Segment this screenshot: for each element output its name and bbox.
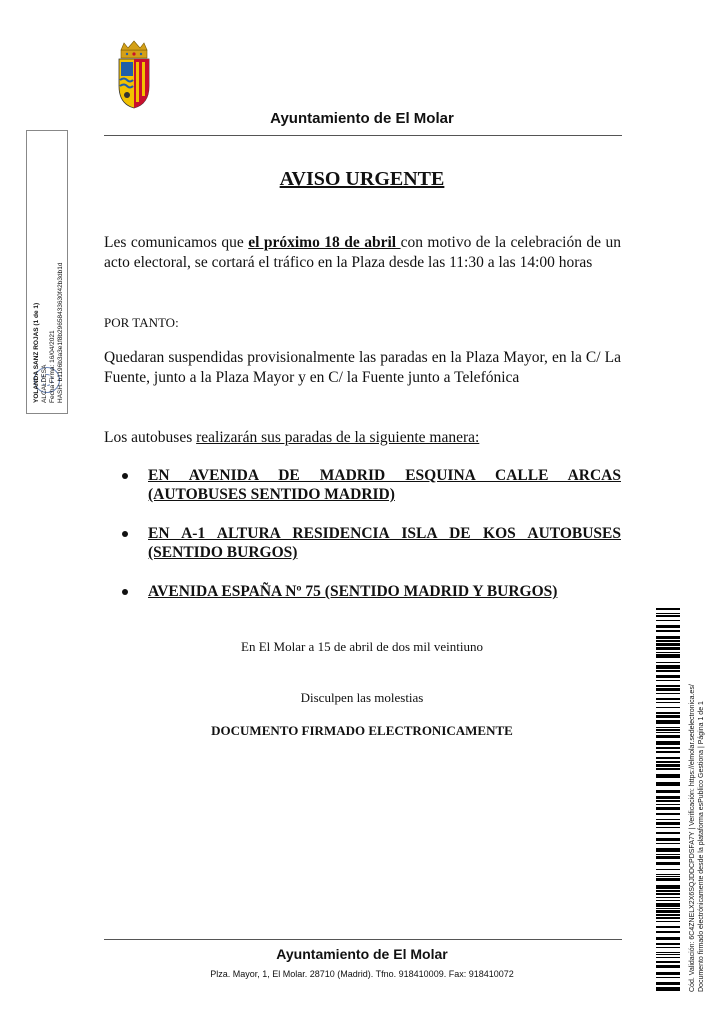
signer-role: ALCALDESA xyxy=(41,364,48,403)
paragraph-new-stops-intro xyxy=(104,428,621,448)
barcode-icon xyxy=(656,608,680,992)
paragraph-suspended-stops: Quedaran suspendidas provisionalmente las paradas en la Plaza Mayor, en la C/ La Fuente, junto a la Plaza Mayor y en C/ la Fuente junto a Telefónica xyxy=(104,349,621,386)
por-tanto-label: POR TANTO: xyxy=(104,315,179,330)
stop-text: EN AVENIDA DE MADRID ESQUINA CALLE ARCAS (AUTOBUSES SENTIDO MADRID) xyxy=(148,467,621,503)
p1-after: con motivo de la celebración de un acto electoral, se cortará el tráfico en la Plaza desde las 11:30 a las 14:00 horas xyxy=(104,234,621,271)
header-divider xyxy=(104,135,622,136)
date-line: En El Molar a 15 de abril de dos mil veintiuno xyxy=(241,639,483,654)
p1-date: el próximo 18 de abril xyxy=(248,234,401,251)
list-item xyxy=(104,466,621,504)
notice-title: AVISO URGENTE xyxy=(279,168,445,190)
verification-platform: Documento firmado electrónicamente desde la plataforma esPublico Gestiona | Página 1 de 1 xyxy=(698,701,705,992)
p1-before: Les comunicamos que xyxy=(104,234,249,251)
paragraph-announcement xyxy=(104,233,621,273)
verification-text xyxy=(688,632,706,992)
p3-underlined: realizarán sus paradas de la siguiente manera: xyxy=(196,429,480,446)
list-item xyxy=(104,524,621,562)
bullet-icon xyxy=(122,473,128,479)
verification-code: Cód. Validación: 6C4ZNELX2X6SQJDDCPDSFA7Y | Verificación: https://elmolar.sedelectronica.es/ xyxy=(689,684,696,992)
list-item xyxy=(104,582,621,601)
bullet-icon xyxy=(122,589,128,595)
signature-text xyxy=(33,63,65,403)
footer-address: Plza. Mayor, 1, El Molar. 28710 (Madrid). Tfno. 918410009. Fax: 918410072 xyxy=(210,969,514,979)
signature-date: Fecha Firma: 16/04/2021 xyxy=(49,330,56,403)
signature-hash: HASH: b1196b3a3e1f8b29658433630f42b3db1d xyxy=(57,262,64,403)
p3-before: Los autobuses xyxy=(104,429,197,446)
stop-text: AVENIDA ESPAÑA Nº 75 (SENTIDO MADRID Y BURGOS) xyxy=(148,583,558,600)
footer-title: Ayuntamiento de El Molar xyxy=(276,946,448,962)
apology-line: Disculpen las molestias xyxy=(300,690,424,705)
footer-divider xyxy=(104,939,622,940)
stop-text: EN A-1 ALTURA RESIDENCIA ISLA DE KOS AUTOBUSES (SENTIDO BURGOS) xyxy=(148,525,621,561)
coat-of-arms-logo xyxy=(116,40,152,110)
bullet-icon xyxy=(122,531,128,537)
signer-name: YOLANDA SANZ ROJAS (1 de 1) xyxy=(33,302,40,403)
signed-electronically: DOCUMENTO FIRMADO ELECTRONICAMENTE xyxy=(211,723,513,738)
signature-box xyxy=(26,130,68,414)
header-title: Ayuntamiento de El Molar xyxy=(270,110,454,127)
